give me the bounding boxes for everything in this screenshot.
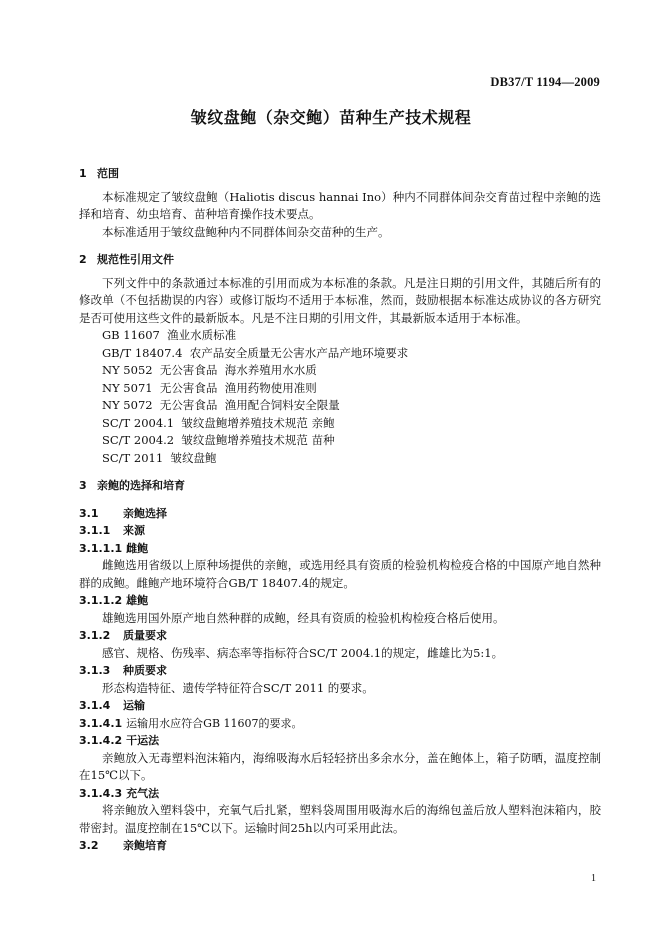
reference-item: SC/T 2004.2 皱纹盘鲍增养殖技术规范 苗种 — [102, 433, 335, 447]
reference-item: SC/T 2011 皱纹盘鲍 — [102, 450, 217, 465]
paragraph: 亲鲍放入无毒塑料泡沫箱内，海绵吸海水后轻轻挤出多余水分，盖在鲍体上，箱子防晒，温度控制在15℃以下。 — [79, 750, 601, 782]
standard-code: DB37/T 1194—2009 — [490, 75, 600, 89]
paragraph: 本标准规定了皱纹盘鲍（Haliotis discus hannai Ino）种内不同群体间杂交育苗过程中亲鲍的选择和培育、幼虫培育、苗种培育操作技术要点。 — [79, 189, 601, 221]
paragraph: 雌鲍选用省级以上原种场提供的亲鲍，或选用经具有资质的检验机构检疫合格的中国原产地自然种群的成鲍。雌鲍产地环境符合GB/T 18407.4的规定。 — [79, 558, 601, 590]
paragraph: 形态构造特征、遗传学特征符合SC/T 2011 的要求。 — [102, 680, 374, 695]
paragraph: 将亲鲍放入塑料袋中，充氧气后扎紧，塑料袋周围用吸海水后的海绵包盖后放人塑料泡沫箱内，胶带密封。温度控制在15℃以下。运输时间25h以内可采用此法。 — [79, 803, 601, 835]
reference-item: NY 5072 无公害食品 渔用配合饲料安全限量 — [102, 398, 340, 412]
reference-item: GB 11607 渔业水质标准 — [102, 328, 237, 342]
section-heading: 1 范围 — [79, 167, 119, 180]
document-body — [79, 165, 601, 855]
reference-item: GB/T 18407.4 农产品安全质量无公害水产品产地环境要求 — [102, 345, 409, 360]
subsection-heading: 3.1.1 来源 — [79, 524, 145, 537]
subsection-heading: 3.1.1.1 雌鲍 — [79, 541, 149, 555]
section-heading: 2 规范性引用文件 — [79, 253, 174, 266]
subsection-heading: 3.2 亲鲍培育 — [79, 839, 167, 852]
subsection-heading: 3.1.1.2 雄鲍 — [79, 594, 149, 607]
subsection-heading: 3.1.4.1 运输用水应符合GB 11607的要求。 — [79, 716, 303, 730]
reference-item: SC/T 2004.1 皱纹盘鲍增养殖技术规范 亲鲍 — [102, 415, 335, 430]
paragraph: 下列文件中的条款通过本标准的引用而成为本标准的条款。凡是注日期的引用文件，其随后所有的修改单（不包括勘误的内容）或修订版均不适用于本标准，然而，鼓励根据本标准达成协议的各方研究是否可使用这些文件的最新版本。凡是不注日期的引用文件，其最新版本适用于本标准。 — [79, 275, 601, 325]
subsection-heading: 3.1.3 种质要求 — [79, 664, 167, 677]
subsection-heading: 3.1 亲鲍选择 — [79, 506, 167, 520]
subsection-heading: 3.1.4 运输 — [79, 699, 145, 712]
reference-item: NY 5052 无公害食品 海水养殖用水水质 — [102, 363, 317, 377]
subsection-heading: 3.1.4.3 充气法 — [79, 786, 160, 800]
document-title: 皱纹盘鲍（杂交鲍）苗种生产技术规程 — [190, 108, 472, 127]
subsection-heading: 3.1.2 质量要求 — [79, 629, 167, 642]
paragraph: 感官、规格、伤残率、病态率等指标符合SC/T 2004.1的规定，雌雄比为5:1。 — [102, 645, 504, 660]
reference-item: NY 5071 无公害食品 渔用药物使用准则 — [102, 380, 317, 395]
page-number: 1 — [591, 873, 596, 884]
paragraph: 本标准适用于皱纹盘鲍种内不同群体间杂交苗种的生产。 — [102, 224, 390, 239]
paragraph: 雄鲍选用国外原产地自然种群的成鲍，经具有资质的检验机构检疫合格后使用。 — [102, 610, 505, 625]
section-heading: 3 亲鲍的选择和培育 — [79, 479, 185, 492]
subsection-heading: 3.1.4.2 干运法 — [79, 734, 160, 747]
